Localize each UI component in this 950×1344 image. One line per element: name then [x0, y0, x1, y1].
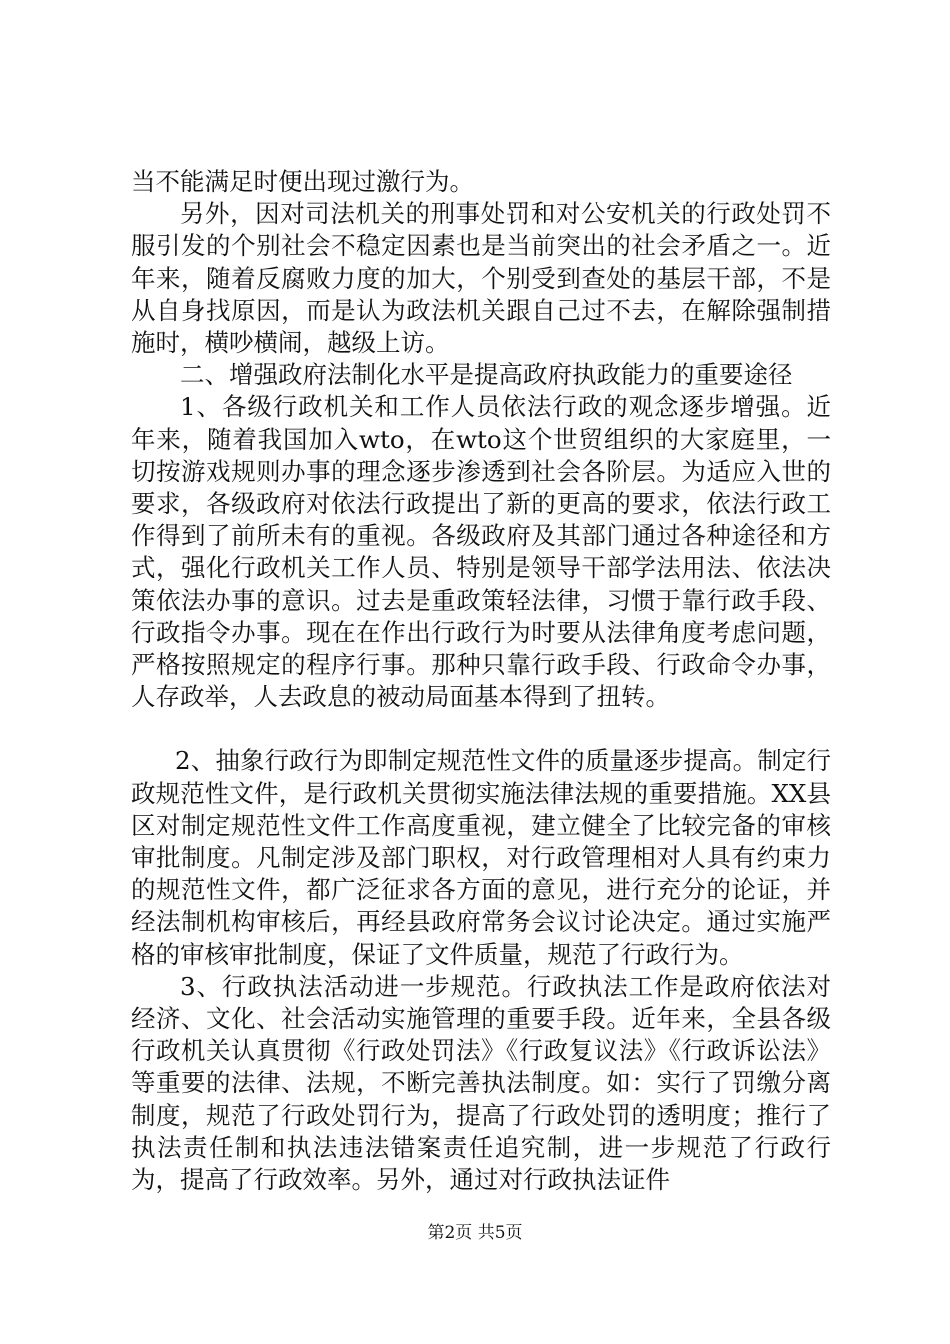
- paragraph-point-2: 2、抽象行政行为即制定规范性文件的质量逐步提高。制定行政规范性文件，是行政机关贯彻实施法律法规的重要措施。XX县区对制定规范性文件工作高度重视，建立健全了比较完备的审核审批制度。凡制定涉及部门职权，对行政管理相对人具有约束力的规范性文件，都广泛征求各方面的意见，进行充分的论证，并经法制机构审核后，再经县政府常务会议讨论决定。通过实施严格的审核审批制度，保证了文件质量，规范了行政行为。: [131, 746, 831, 969]
- paragraph-point-1: 1、各级行政机关和工作人员依法行政的观念逐步增强。近年来，随着我国加入wto，在wto这个世贸组织的大家庭里，一切按游戏规则办事的理念逐步渗透到社会各阶层。为适应入世的要求，各级政府对依法行政提出了新的更高的要求，依法行政工作得到了前所未有的重视。各级政府及其部门通过各种途径和方式，强化行政机关工作人员、特别是领导干部学法用法、依法决策依法办事的意识。过去是重政策轻法律，习惯于靠行政手段、行政指令办事。现在在作出行政行为时要从法律角度考虑问题，严格按照规定的程序行事。那种只靠行政手段、行政命令办事，人存政举，人去政息的被动局面基本得到了扭转。: [131, 392, 831, 712]
- section-heading: 二、增强政府法制化水平是提高政府执政能力的重要途径: [180, 360, 793, 390]
- document-body: [131, 166, 831, 1196]
- page-number-footer: 第2页 共5页: [427, 1223, 523, 1243]
- paragraph-social-conflict: 另外，因对司法机关的刑事处罚和对公安机关的行政处罚不服引发的个别社会不稳定因素也是当前突出的社会矛盾之一。近年来，随着反腐败力度的加大，个别受到查处的基层干部，不是从自身找原因，而是认为政法机关跟自己过不去，在解除强制措施时，横吵横闹，越级上访。: [131, 199, 831, 358]
- paragraph-continuation: 当不能满足时便出现过激行为。: [131, 167, 474, 196]
- paragraph-point-3: 3、行政执法活动进一步规范。行政执法工作是政府依法对经济、文化、社会活动实施管理的重要手段。近年来，全县各级行政机关认真贯彻《行政处罚法》《行政复议法》《行政诉讼法》等重要的法律、法规，不断完善执法制度。如：实行了罚缴分离制度，规范了行政处罚行为，提高了行政处罚的透明度；推行了执法责任制和执法违法错案责任追究制，进一步规范了行政行为，提高了行政效率。另外，通过对行政执法证件: [131, 971, 831, 1195]
